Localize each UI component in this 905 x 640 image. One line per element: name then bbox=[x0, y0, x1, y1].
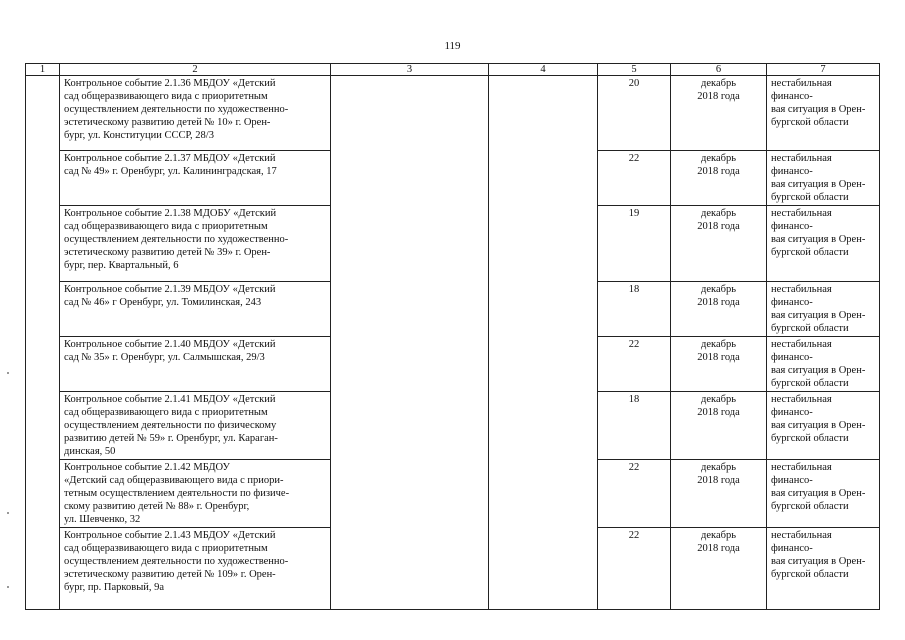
date-text-line: декабрь bbox=[701, 462, 736, 473]
cell-event bbox=[60, 528, 331, 610]
event-text-line: бург, ул. Конституции СССР, 28/3 bbox=[64, 130, 214, 141]
date-text-line: 2018 года bbox=[697, 166, 740, 177]
column-header-7: 7 bbox=[767, 64, 880, 76]
cell-col-5: 22 bbox=[598, 337, 671, 392]
cell-event bbox=[60, 460, 331, 528]
table-body bbox=[26, 76, 880, 610]
cell-col-3 bbox=[331, 206, 489, 282]
cell-col-4 bbox=[489, 528, 598, 610]
column-header-2: 2 bbox=[60, 64, 331, 76]
date-text-line: 2018 года bbox=[697, 407, 740, 418]
note-text-line: вая ситуация в Орен- bbox=[771, 420, 866, 431]
note-text-line: нестабильная финансо- bbox=[771, 339, 832, 363]
date-text-line: декабрь bbox=[701, 530, 736, 541]
cell-note bbox=[767, 151, 880, 206]
cell-col-1 bbox=[26, 337, 60, 392]
note-text-line: бургской области bbox=[771, 247, 849, 258]
cell-date bbox=[671, 76, 767, 151]
note-text-line: бургской области bbox=[771, 192, 849, 203]
cell-event bbox=[60, 76, 331, 151]
table-row bbox=[26, 392, 880, 460]
cell-col-5: 19 bbox=[598, 206, 671, 282]
cell-col-3 bbox=[331, 528, 489, 610]
note-text-line: вая ситуация в Орен- bbox=[771, 365, 866, 376]
note-text-line: вая ситуация в Орен- bbox=[771, 488, 866, 499]
event-text-line: сад общеразвивающего вида с приоритетным bbox=[64, 407, 268, 418]
cell-note bbox=[767, 76, 880, 151]
note-text-line: бургской области bbox=[771, 433, 849, 444]
event-text-line: осуществлением деятельности по художественно- bbox=[64, 104, 289, 115]
cell-date bbox=[671, 282, 767, 337]
note-text-line: нестабильная финансо- bbox=[771, 153, 832, 177]
cell-date bbox=[671, 206, 767, 282]
scan-artifact bbox=[7, 586, 9, 588]
cell-event bbox=[60, 206, 331, 282]
column-header-1: 1 bbox=[26, 64, 60, 76]
note-text-line: вая ситуация в Орен- bbox=[771, 310, 866, 321]
date-text-line: 2018 года bbox=[697, 543, 740, 554]
column-header-4: 4 bbox=[489, 64, 598, 76]
event-text-line: бург, пр. Парковый, 9а bbox=[64, 582, 165, 593]
event-text-line: Контрольное событие 2.1.39 МБДОУ «Детский bbox=[64, 284, 276, 295]
date-text-line: 2018 года bbox=[697, 297, 740, 308]
event-text-line: сад № 35» г. Оренбург, ул. Салмышская, 29/3 bbox=[64, 352, 265, 363]
event-text-line: Контрольное событие 2.1.40 МБДОУ «Детский bbox=[64, 339, 276, 350]
note-text-line: вая ситуация в Орен- bbox=[771, 234, 866, 245]
event-text-line: осуществлением деятельности по художественно- bbox=[64, 234, 289, 245]
event-text-line: сад общеразвивающего вида с приоритетным bbox=[64, 91, 268, 102]
cell-date bbox=[671, 528, 767, 610]
cell-event bbox=[60, 392, 331, 460]
note-text-line: бургской области bbox=[771, 501, 849, 512]
cell-note bbox=[767, 528, 880, 610]
note-text-line: вая ситуация в Орен- bbox=[771, 179, 866, 190]
event-text-line: сад общеразвивающего вида с приоритетным bbox=[64, 221, 268, 232]
cell-col-1 bbox=[26, 528, 60, 610]
cell-col-3 bbox=[331, 151, 489, 206]
cell-date bbox=[671, 392, 767, 460]
note-text-line: нестабильная финансо- bbox=[771, 394, 832, 418]
column-header-3: 3 bbox=[331, 64, 489, 76]
date-text-line: 2018 года bbox=[697, 475, 740, 486]
event-text-line: Контрольное событие 2.1.38 МДОБУ «Детский bbox=[64, 208, 277, 219]
cell-col-1 bbox=[26, 282, 60, 337]
event-text-line: осуществлением деятельности по художественно- bbox=[64, 556, 289, 567]
event-text-line: сад № 49» г. Оренбург, ул. Калининградская, 17 bbox=[64, 166, 277, 177]
note-text-line: нестабильная финансо- bbox=[771, 78, 832, 102]
event-text-line: Контрольное событие 2.1.37 МБДОУ «Детский bbox=[64, 153, 276, 164]
cell-event bbox=[60, 282, 331, 337]
header-row bbox=[26, 64, 880, 76]
scan-artifact bbox=[7, 372, 9, 374]
note-text-line: нестабильная финансо- bbox=[771, 284, 832, 308]
event-text-line: развитию детей № 59» г. Оренбург, ул. Караган- bbox=[64, 433, 278, 444]
date-text-line: декабрь bbox=[701, 78, 736, 89]
date-text-line: 2018 года bbox=[697, 221, 740, 232]
note-text-line: бургской области bbox=[771, 378, 849, 389]
cell-col-4 bbox=[489, 337, 598, 392]
event-text-line: скому развитию детей № 88» г. Оренбург, bbox=[64, 501, 250, 512]
date-text-line: декабрь bbox=[701, 284, 736, 295]
column-header-6: 6 bbox=[671, 64, 767, 76]
date-text-line: декабрь bbox=[701, 208, 736, 219]
table-row bbox=[26, 460, 880, 528]
date-text-line: 2018 года bbox=[697, 91, 740, 102]
cell-col-3 bbox=[331, 282, 489, 337]
date-text-line: декабрь bbox=[701, 153, 736, 164]
event-text-line: Контрольное событие 2.1.43 МБДОУ «Детский bbox=[64, 530, 276, 541]
cell-note bbox=[767, 460, 880, 528]
cell-event bbox=[60, 151, 331, 206]
cell-col-1 bbox=[26, 460, 60, 528]
event-text-line: эстетическому развитию детей № 39» г. Орен- bbox=[64, 247, 271, 258]
note-text-line: нестабильная финансо- bbox=[771, 462, 832, 486]
note-text-line: нестабильная финансо- bbox=[771, 530, 832, 554]
date-text-line: декабрь bbox=[701, 339, 736, 350]
cell-date bbox=[671, 337, 767, 392]
events-table bbox=[25, 63, 880, 610]
cell-col-1 bbox=[26, 206, 60, 282]
note-text-line: вая ситуация в Орен- bbox=[771, 104, 866, 115]
cell-col-1 bbox=[26, 151, 60, 206]
table-row bbox=[26, 528, 880, 610]
event-text-line: осуществлением деятельности по физическому bbox=[64, 420, 277, 431]
cell-col-3 bbox=[331, 337, 489, 392]
cell-col-4 bbox=[489, 460, 598, 528]
event-text-line: эстетическому развитию детей № 10» г. Орен- bbox=[64, 117, 271, 128]
cell-note bbox=[767, 282, 880, 337]
cell-col-4 bbox=[489, 76, 598, 151]
table-row bbox=[26, 151, 880, 206]
event-text-line: бург, пер. Квартальный, 6 bbox=[64, 260, 179, 271]
note-text-line: бургской области bbox=[771, 117, 849, 128]
event-text-line: «Детский сад общеразвивающего вида с приори- bbox=[64, 475, 284, 486]
cell-col-4 bbox=[489, 282, 598, 337]
cell-date bbox=[671, 460, 767, 528]
cell-col-5: 22 bbox=[598, 151, 671, 206]
cell-event bbox=[60, 337, 331, 392]
cell-date bbox=[671, 151, 767, 206]
cell-col-5: 18 bbox=[598, 392, 671, 460]
note-text-line: нестабильная финансо- bbox=[771, 208, 832, 232]
cell-col-5: 20 bbox=[598, 76, 671, 151]
cell-col-4 bbox=[489, 206, 598, 282]
date-text-line: 2018 года bbox=[697, 352, 740, 363]
cell-col-5: 22 bbox=[598, 460, 671, 528]
cell-col-3 bbox=[331, 460, 489, 528]
note-text-line: бургской области bbox=[771, 323, 849, 334]
note-text-line: бургской области bbox=[771, 569, 849, 580]
cell-col-3 bbox=[331, 392, 489, 460]
cell-col-1 bbox=[26, 392, 60, 460]
event-text-line: тетным осуществлением деятельности по физиче- bbox=[64, 488, 290, 499]
cell-col-4 bbox=[489, 151, 598, 206]
page-number: 119 bbox=[444, 40, 461, 52]
event-text-line: сад общеразвивающего вида с приоритетным bbox=[64, 543, 268, 554]
event-text-line: Контрольное событие 2.1.42 МБДОУ bbox=[64, 462, 230, 473]
event-text-line: динская, 50 bbox=[64, 446, 116, 457]
scan-artifact bbox=[7, 512, 9, 514]
column-header-5: 5 bbox=[598, 64, 671, 76]
table-row bbox=[26, 337, 880, 392]
cell-col-4 bbox=[489, 392, 598, 460]
event-text-line: ул. Шевченко, 32 bbox=[64, 514, 141, 525]
cell-note bbox=[767, 392, 880, 460]
table-row bbox=[26, 206, 880, 282]
cell-note bbox=[767, 206, 880, 282]
cell-col-5: 18 bbox=[598, 282, 671, 337]
table-row bbox=[26, 76, 880, 151]
event-text-line: Контрольное событие 2.1.41 МБДОУ «Детский bbox=[64, 394, 276, 405]
note-text-line: вая ситуация в Орен- bbox=[771, 556, 866, 567]
cell-col-3 bbox=[331, 76, 489, 151]
date-text-line: декабрь bbox=[701, 394, 736, 405]
cell-col-1 bbox=[26, 76, 60, 151]
event-text-line: Контрольное событие 2.1.36 МБДОУ «Детский bbox=[64, 78, 276, 89]
cell-note bbox=[767, 337, 880, 392]
event-text-line: эстетическому развитию детей № 109» г. Орен- bbox=[64, 569, 276, 580]
table-row bbox=[26, 282, 880, 337]
event-text-line: сад № 46» г Оренбург, ул. Томилинская, 243 bbox=[64, 297, 262, 308]
cell-col-5: 22 bbox=[598, 528, 671, 610]
